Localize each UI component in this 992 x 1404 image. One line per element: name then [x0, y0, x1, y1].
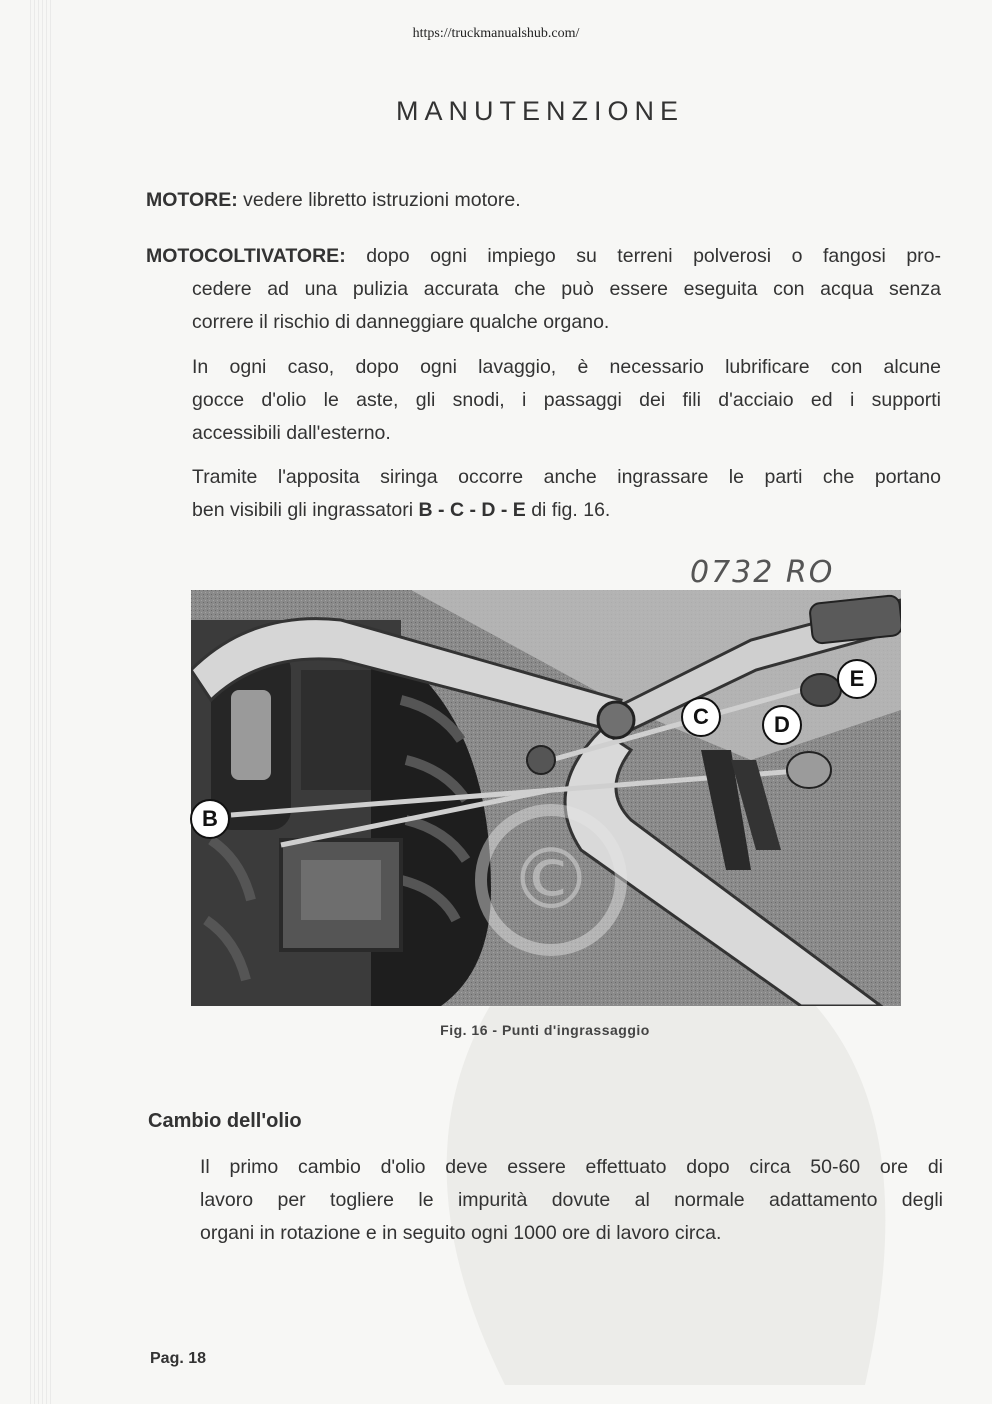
handwritten-note: 0732 RO [690, 555, 835, 590]
motocoltivatore-label: MOTOCOLTIVATORE: [146, 245, 346, 267]
motore-paragraph [146, 183, 521, 218]
callout-c: C [681, 697, 721, 737]
callout-d: D [762, 705, 802, 745]
oil-change-line-1: Il primo cambio d'olio deve essere effettuato dopo circa 50-60 ore di [200, 1156, 943, 1178]
lubrication-line-3: accessibili dall'esterno. [192, 422, 391, 444]
page-number: Pag. 18 [150, 1350, 207, 1367]
oil-change-heading: Cambio dell'olio [148, 1110, 302, 1132]
oil-change-line-3: organi in rotazione e in seguito ogni 1000 ore di lavoro circa. [200, 1222, 722, 1244]
lubrication-line-2: gocce d'olio le aste, gli snodi, i passaggi dei fili d'acciaio ed i supporti [192, 389, 941, 411]
source-url: https://truckmanualshub.com/ [412, 26, 580, 41]
motore-text: vedere libretto istruzioni motore. [243, 189, 521, 211]
oil-change-line-2: lavoro per togliere le impurità dovute al normale adattamento degli [200, 1189, 943, 1211]
motocoltivatore-line-3: correre il rischio di danneggiare qualche organo. [192, 311, 610, 333]
motocoltivatore-line-2: cedere ad una pulizia accurata che può essere eseguita con acqua senza [192, 278, 941, 300]
grease-line-2: ben visibili gli ingrassatori B - C - D - E di fig. 16. [192, 499, 611, 521]
page-binding-edge [30, 0, 52, 1404]
copyright-watermark: © [509, 830, 593, 928]
lubrication-line-1: In ogni caso, dopo ogni lavaggio, è necessario lubrificare con alcune [192, 356, 941, 378]
grease-points-letters: B - C - D - E [418, 499, 526, 521]
grease-line-1: Tramite l'apposita siringa occorre anche ingrassare le parti che portano [192, 466, 941, 488]
figure-caption: Fig. 16 - Punti d'ingrassaggio [440, 1022, 650, 1038]
callout-b: B [190, 799, 230, 839]
tiller-photo-illustration [191, 590, 901, 1006]
figure-16-photo [191, 590, 901, 1006]
page-title: MANUTENZIONE [396, 96, 684, 126]
motocoltivatore-line-1: MOTOCOLTIVATORE: dopo ogni impiego su terreni polverosi o fangosi pro- [146, 245, 941, 267]
motore-label: MOTORE: [146, 189, 238, 211]
callout-e: E [837, 659, 877, 699]
